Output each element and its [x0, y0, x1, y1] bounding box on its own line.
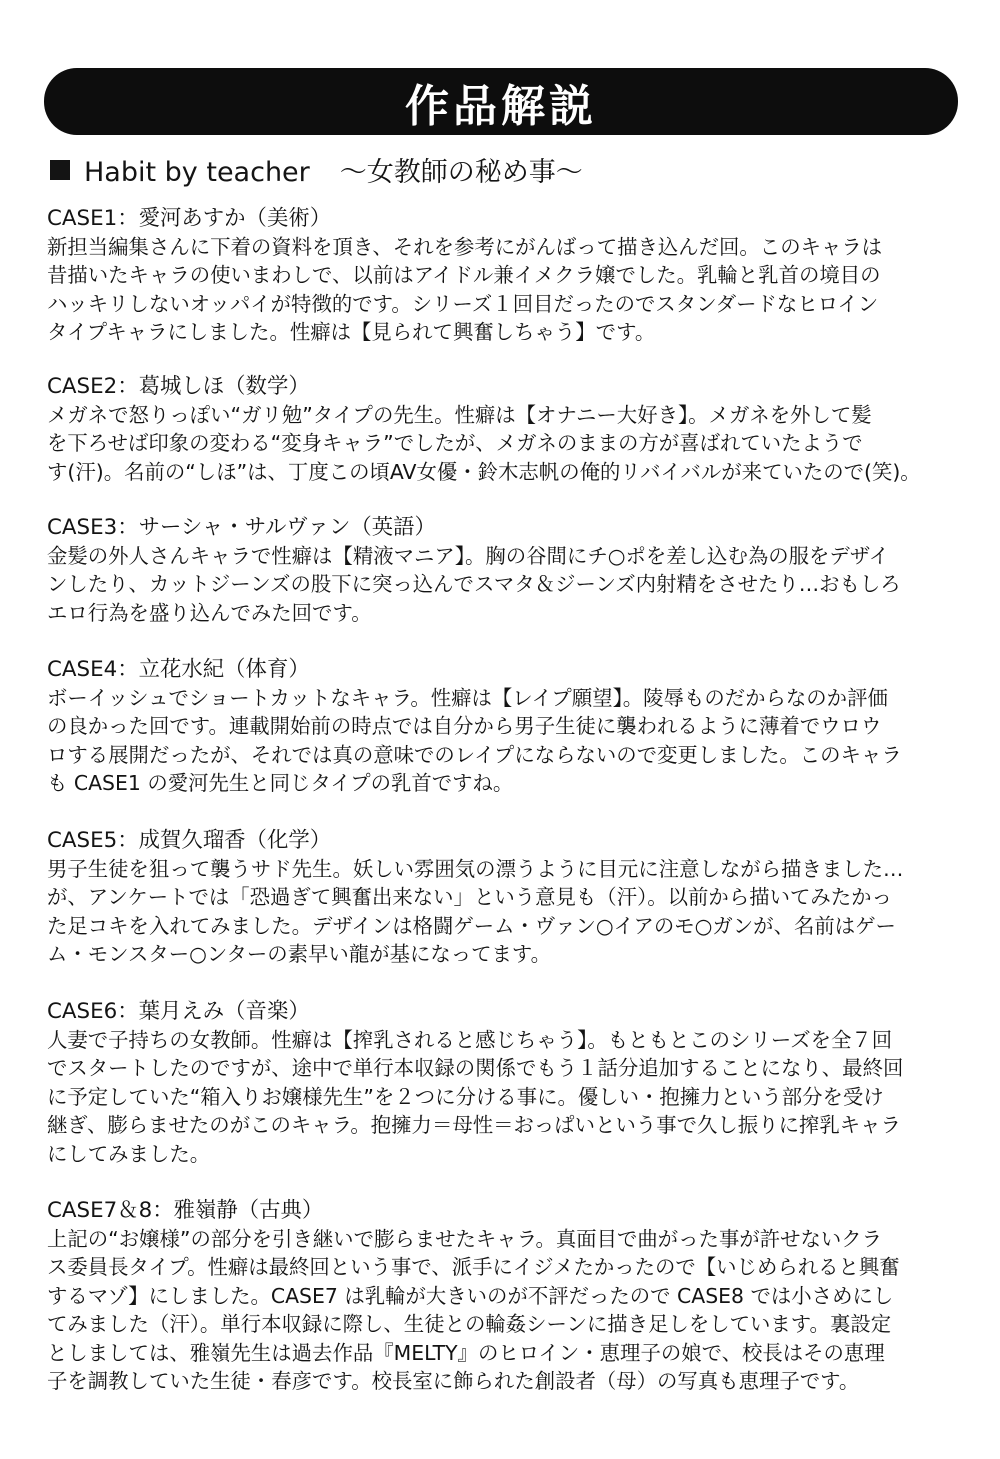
case-section-4: [47, 655, 967, 798]
case-section-5: [47, 826, 967, 969]
case-text-line: ス委員長タイプ。性癖は最終回という事で、派手にイジメたかったので【いじめられると興奮: [47, 1255, 900, 1280]
case-text-line: ム・モンスター○ンターの素早い龍が基になってます。: [47, 942, 552, 967]
case-text-line: た足コキを入れてみました。デザインは格闘ゲーム・ヴァン○イアのモ○ガンが、名前はゲー: [47, 913, 896, 938]
case-section-1: [47, 204, 967, 347]
case-text-line: 人妻で子持ちの女教師。性癖は【搾乳されると感じちゃう】。もともとこのシリーズを全７回: [47, 1028, 893, 1052]
case-text-line: するマゾ】にしました。CASE7 は乳輪が大きいのが不評だったので CASE8 では小さめにし: [47, 1283, 894, 1308]
case-text-line: 新担当編集さんに下着の資料を頂き、それを参考にがんばって描き込んだ回。このキャラは: [47, 235, 883, 259]
square-bullet-icon: [50, 160, 70, 180]
case-heading: CASE1：愛河あすか（美術）: [47, 206, 332, 231]
case-section-7-8: [47, 1196, 967, 1395]
series-heading: [50, 153, 583, 193]
case-text-line: ロする展開だったが、それでは真の意味でのレイプにならないので変更しました。このキャラ: [47, 742, 902, 767]
case-text-line: の良かった回です。連載開始前の時点では自分から男子生徒に襲われるように薄着でウロウ: [47, 714, 882, 739]
case-heading: CASE2：葛城しほ（数学）: [47, 374, 310, 399]
case-text-line: に予定していた“箱入りお嬢様先生”を２つに分ける事に。優しい・抱擁力という部分を受け: [47, 1084, 884, 1109]
case-heading: CASE3：サーシャ・サルヴァン（英語）: [47, 515, 436, 540]
case-text-line: す(汗)。名前の“しほ”は、丁度この頃AV女優・鈴木志帆の俺的リバイバルが来ていたので(笑)。: [47, 459, 921, 484]
case-text-line: 上記の“お嬢様”の部分を引き継いで膨らませたキャラ。真面目で曲がった事が許せないクラ: [47, 1227, 883, 1251]
case-text-line: ハッキリしないオッパイが特徴的です。シリーズ１回目だったのでスタンダードなヒロイン: [47, 291, 879, 316]
case-text-line: 金髪の外人さんキャラで性癖は【精液マニア】。胸の谷間にチ○ポを差し込む為の服をデザイ: [47, 544, 890, 568]
case-text-line: としましては、雅嶺先生は過去作品『MELTY』のヒロイン・恵理子の娘で、校長はその恵理: [47, 1340, 885, 1365]
title-banner: [44, 68, 958, 135]
case-text-line: ンしたり、カットジーンズの股下に突っ込んでスマタ＆ジーンズ内射精をさせたり…おもしろ: [47, 572, 901, 597]
case-text-line: エロ行為を盛り込んでみた回です。: [47, 600, 372, 625]
case-section-2: [47, 372, 967, 486]
case-text-line: でスタートしたのですが、途中で単行本収録の関係でもう１話分追加することになり、最終回: [47, 1056, 904, 1081]
case-section-3: [47, 513, 967, 627]
case-text-line: を下ろせば印象の変わる“変身キャラ”でしたが、メガネのままの方が喜ばれていたようで: [47, 431, 863, 456]
case-text-line: タイプキャラにしました。性癖は【見られて興奮しちゃう】です。: [47, 320, 656, 345]
case-heading: CASE5：成賀久瑠香（化学）: [47, 828, 332, 853]
series-subtitle: 〜女教師の秘め事〜: [339, 157, 583, 188]
page-title: 作品解説: [405, 80, 597, 132]
case-text-line: ボーイッシュでショートカットなキャラ。性癖は【レイプ願望】。陵辱ものだからなのか評価: [47, 686, 888, 710]
case-text-line: が、アンケートでは「恐過ぎて興奮出来ない」という意見も（汗）。以前から描いてみたかっ: [47, 885, 892, 910]
case-text-line: てみました（汗）。単行本収録に際し、生徒との輪姦シーンに描き足しをしています。裏設定: [47, 1312, 892, 1337]
case-text-line: 子を調教していた生徒・春彦です。校長室に飾られた創設者（母）の写真も恵理子です。: [47, 1369, 860, 1394]
case-heading: CASE7＆8：雅嶺静（古典）: [47, 1198, 324, 1223]
case-text-line: 男子生徒を狙って襲うサド先生。妖しい雰囲気の漂うように目元に注意しながら描きました…: [47, 857, 904, 881]
series-name: Habit by teacher: [84, 157, 310, 188]
case-section-6: [47, 997, 967, 1168]
case-text-line: にしてみました。: [47, 1141, 211, 1166]
case-text-line: 昔描いたキャラの使いまわしで、以前はアイドル兼イメクラ嬢でした。乳輪と乳首の境目の: [47, 263, 881, 288]
case-heading: CASE6：葉月えみ（音楽）: [47, 999, 310, 1024]
case-text-line: 継ぎ、膨らませたのがこのキャラ。抱擁力＝母性＝おっぱいという事で久し振りに搾乳キャラ: [47, 1113, 901, 1138]
case-heading: CASE4：立花水紀（体育）: [47, 657, 310, 682]
case-text-line: も CASE1 の愛河先生と同じタイプの乳首ですね。: [47, 771, 514, 796]
case-text-line: メガネで怒りっぽい“ガリ勉”タイプの先生。性癖は【オナニー大好き】。メガネを外して髪: [47, 403, 872, 427]
